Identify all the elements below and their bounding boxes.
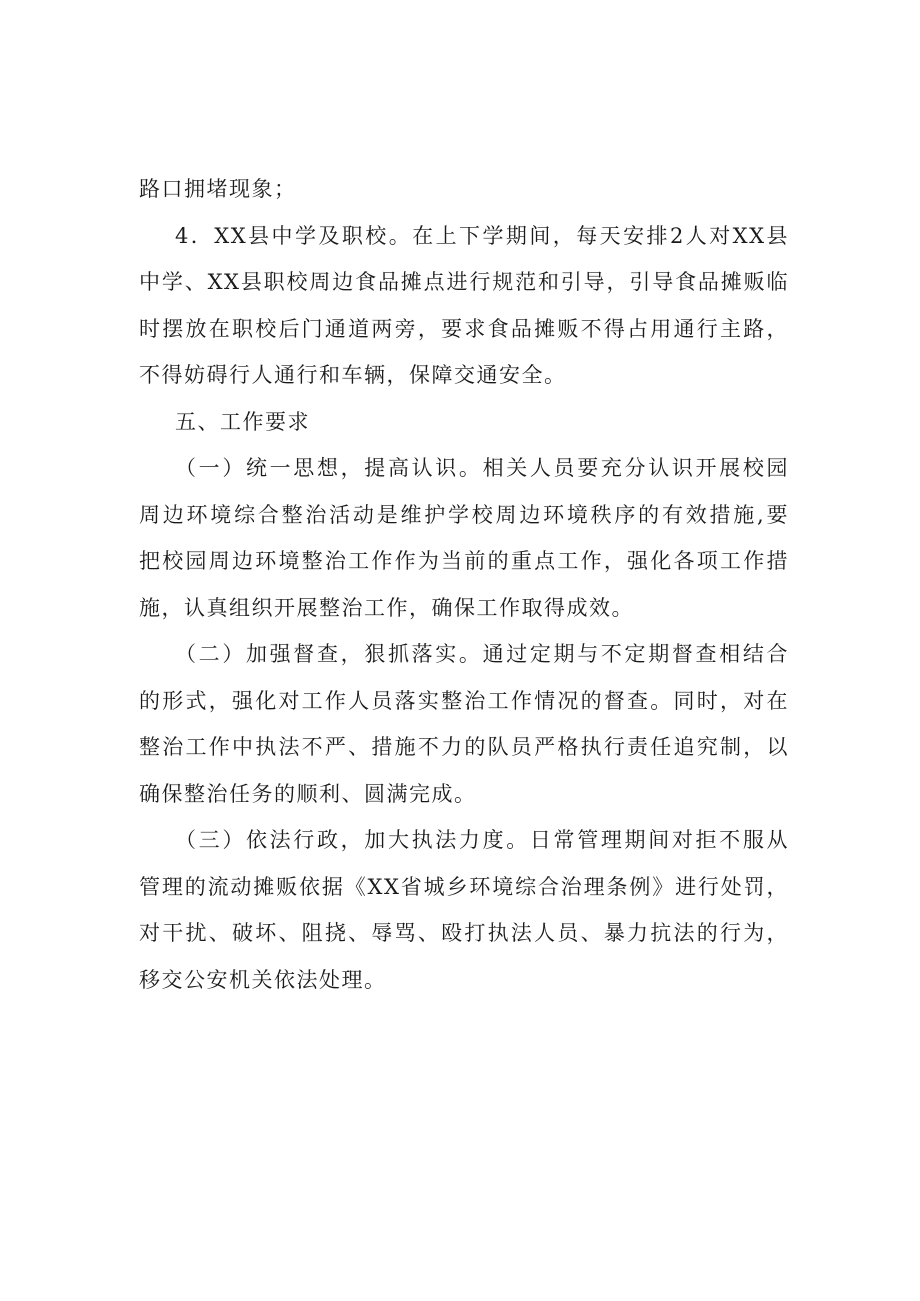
document-body [139,166,789,1003]
text-line: （二）加强督查，狠抓落实。通过定期与不定期督查相结合 [175,642,789,666]
text-line: 确保整治任务的顺利、圆满完成。 [139,781,477,806]
text-line: （一）统一思想，提高认识。相关人员要充分认识开展校园 [175,456,789,480]
text-line: 整治工作中执法不严、措施不力的队员严格执行责任追究制，以 [139,735,789,759]
text-line: （三）依法行政，加大执法力度。日常管理期间对拒不服从 [175,828,789,852]
text-line: 4．XX县中学及职校。在上下学期间，每天安排2人对XX县 [175,223,789,248]
text-line: 的形式，强化对工作人员落实整治工作情况的督查。同时，对在 [139,688,789,713]
text-line: 对干扰、破坏、阻挠、辱骂、殴打执法人员、暴力抗法的行为， [139,921,789,945]
text-line: 不得妨碍行人通行和车辆，保障交通安全。 [139,363,567,387]
text-line: 周边环境综合整治活动是维护学校周边环境秩序的有效措施,要 [139,502,789,527]
text-line: 把校园周边环境整治工作作为当前的重点工作，强化各项工作措 [139,549,789,573]
text-line: 移交公安机关依法处理。 [139,967,387,992]
text-line: 中学、XX县职校周边食品摊点进行规范和引导，引导食品摊贩临 [139,270,789,294]
text-line: 时摆放在职校后门通道两旁，要求食品摊贩不得占用通行主路， [139,316,789,341]
text-line: 施，认真组织开展整治工作，确保工作取得成效。 [139,595,634,620]
section-heading: 五、工作要求 [175,409,310,434]
text-line: 路口拥堵现象； [139,177,297,201]
text-line: 管理的流动摊贩依据《XX省城乡环境综合治理条例》进行处罚， [139,874,789,899]
